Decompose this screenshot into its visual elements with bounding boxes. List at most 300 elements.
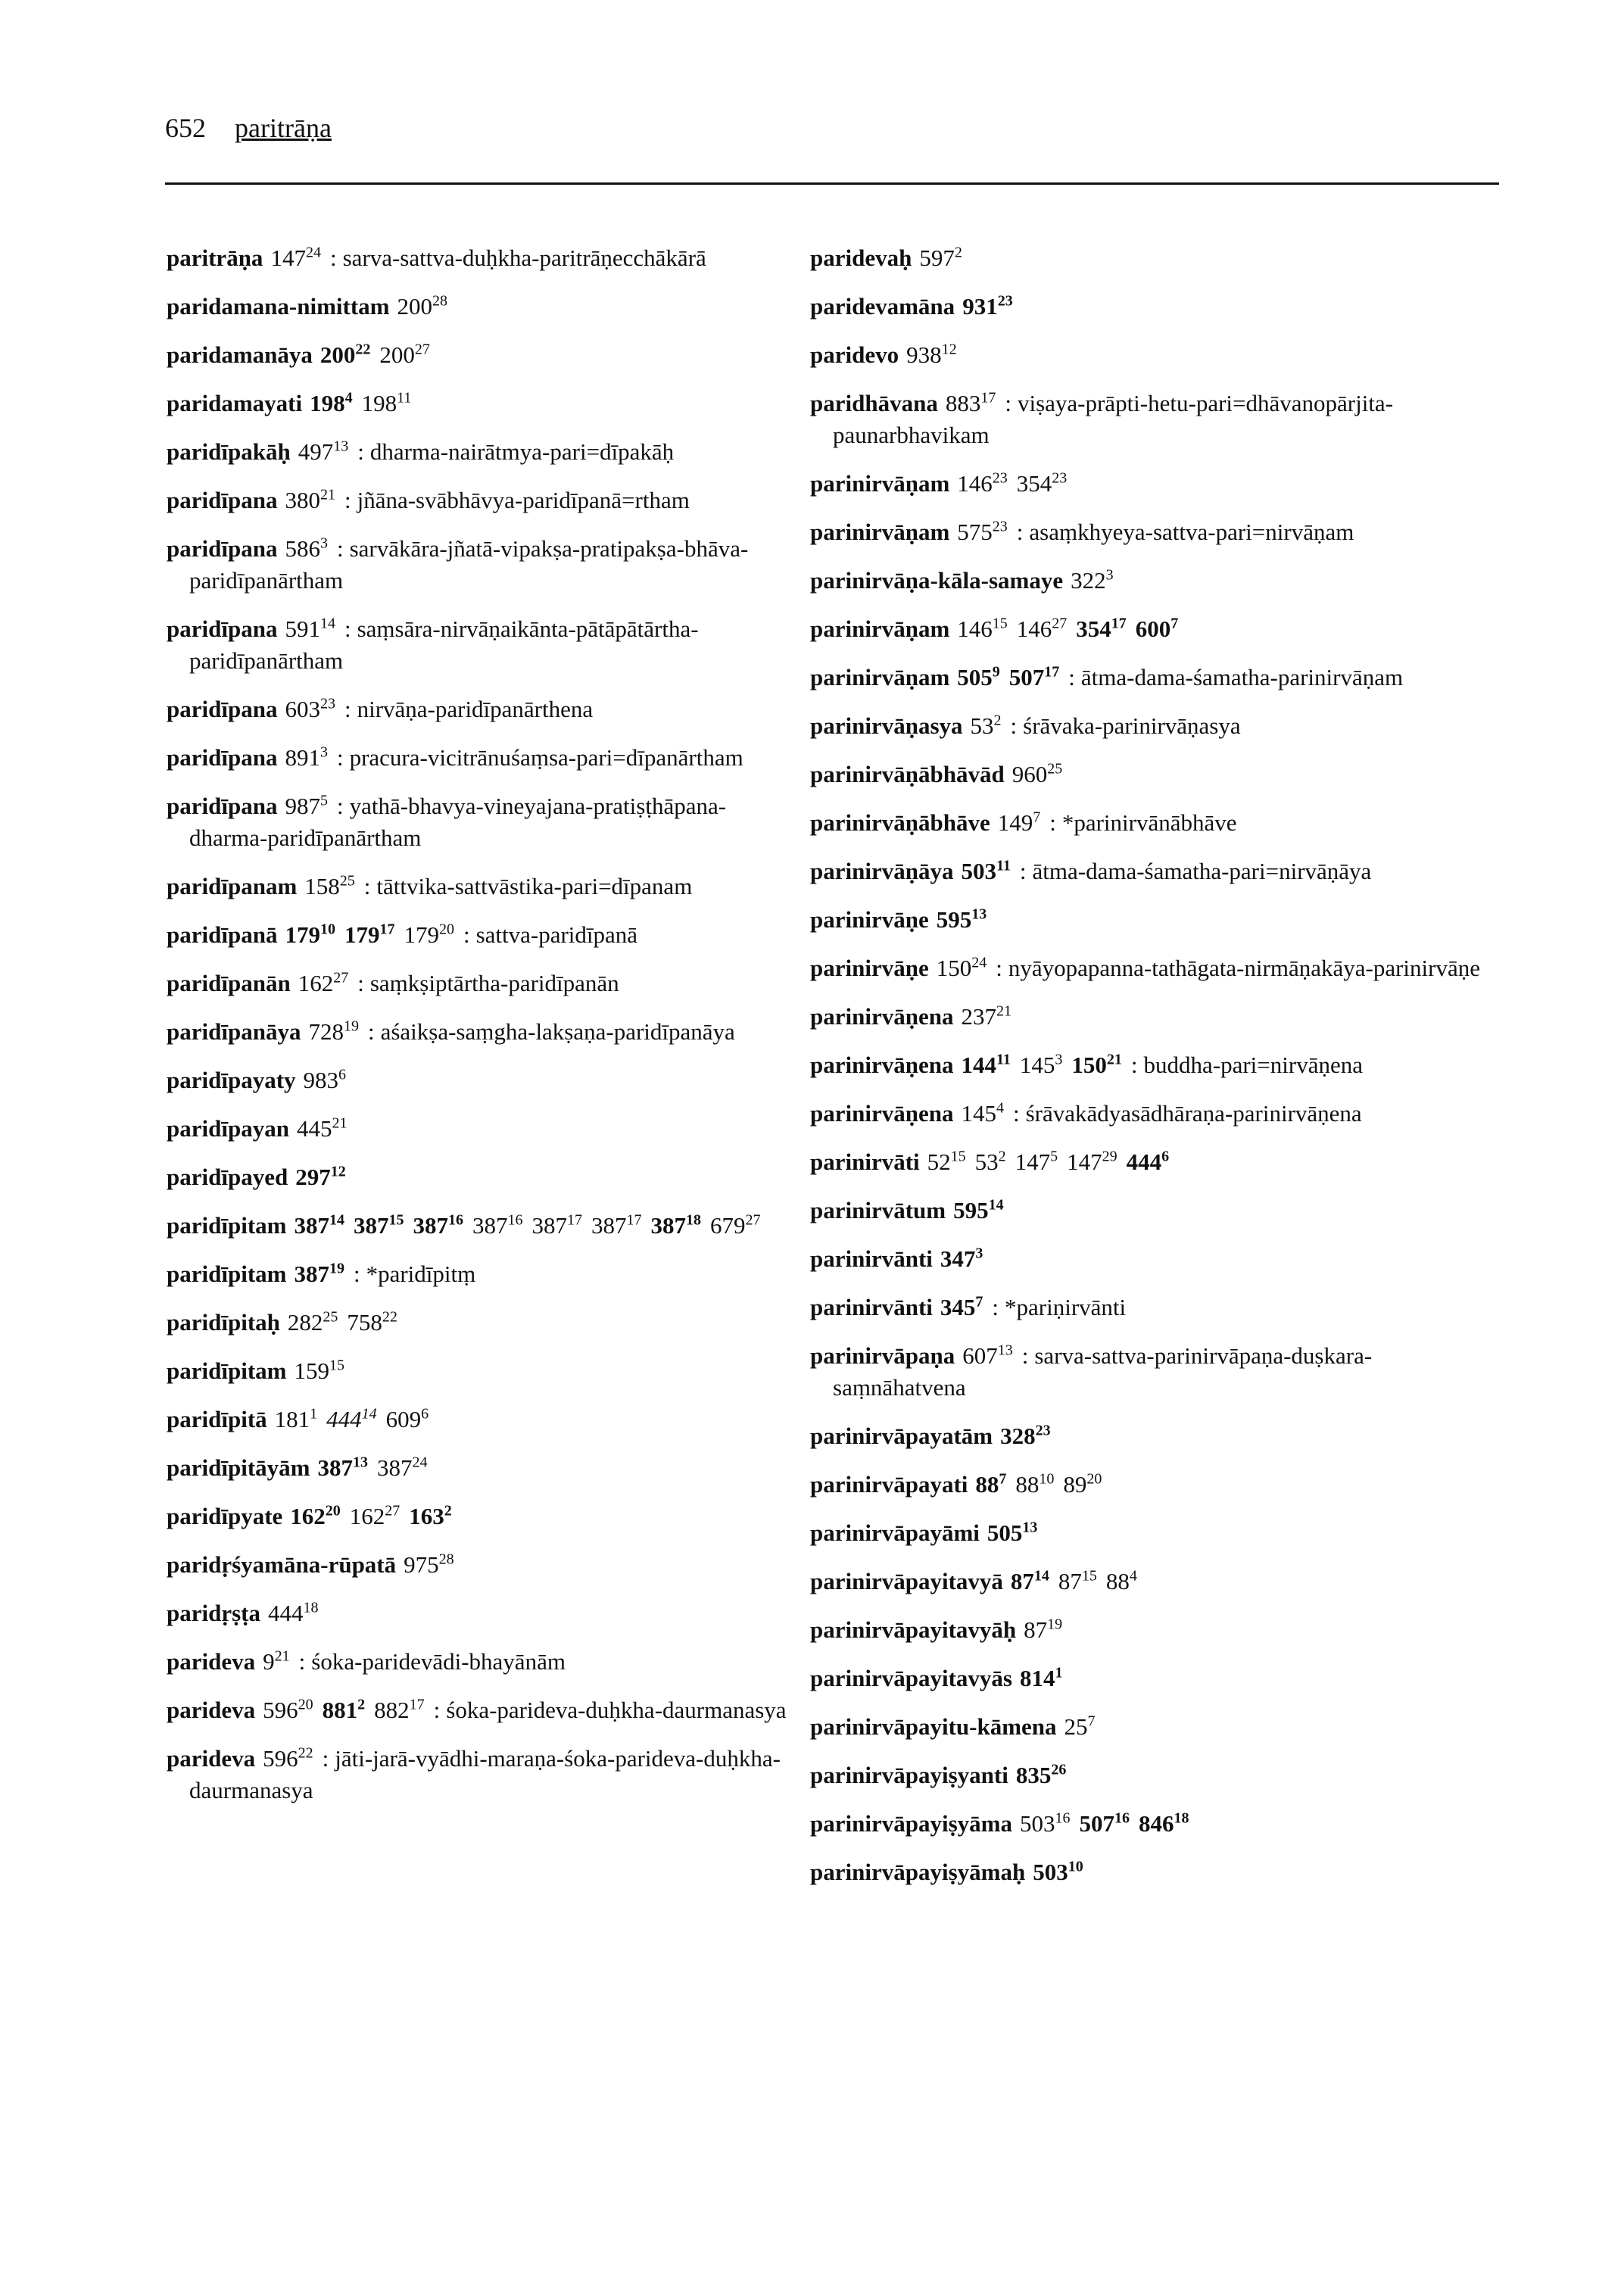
entry-context: saṃsāra-nirvāṇaikānta-pātāpātārtha-paridīpanārtham: [189, 616, 699, 674]
context-separator: :: [336, 793, 344, 819]
reference-line: 23: [1052, 469, 1068, 487]
index-entry: [167, 1549, 787, 1581]
entry-reference: [1058, 1568, 1097, 1594]
index-entry: [167, 742, 787, 774]
entry-lemma: parinirvāpayitu-kāmena: [810, 1713, 1057, 1740]
entry-reference: [1106, 1568, 1137, 1594]
reference-line: 22: [298, 1744, 313, 1762]
index-entry: [810, 516, 1484, 548]
context-separator: :: [336, 744, 344, 771]
entry-context: asaṃkhyeya-sattva-pari=nirvāṇam: [1029, 519, 1354, 545]
reference-page: 149: [997, 809, 1033, 836]
entry-lemma: paridīpana: [167, 793, 278, 819]
reference-line: 6: [1161, 1148, 1170, 1165]
entry-reference: [404, 921, 454, 948]
reference-page: 983: [303, 1067, 339, 1093]
entry-reference: [1012, 761, 1063, 787]
reference-line: 24: [412, 1454, 428, 1471]
context-separator: :: [1021, 1342, 1029, 1369]
context-separator: :: [1005, 390, 1011, 416]
header-rule: [165, 182, 1499, 185]
reference-line: 3: [975, 1245, 983, 1262]
entry-lemma: paridṛṣṭa: [167, 1600, 260, 1626]
reference-line: 10: [320, 921, 335, 938]
reference-line: 19: [1047, 1616, 1063, 1633]
reference-line: 25: [1047, 760, 1063, 778]
entry-lemma: parinirvāṇam: [810, 616, 950, 642]
reference-page: 237: [961, 1003, 996, 1030]
entry-lemma: parinirvāpayati: [810, 1471, 968, 1498]
reference-line: 14: [320, 615, 335, 632]
entry-reference: [946, 390, 996, 416]
entry-reference: [906, 341, 957, 368]
entry-lemma: paridamanāya: [167, 341, 313, 368]
reference-page: 147: [1015, 1149, 1051, 1175]
entry-reference: [971, 712, 1002, 739]
entry-lemma: paridīpanān: [167, 970, 291, 996]
reference-page: 179: [285, 921, 320, 948]
reference-page: 938: [906, 341, 942, 368]
entry-reference: [326, 1406, 377, 1432]
reference-page: 179: [404, 921, 439, 948]
entry-context: ātma-dama-śamatha-pari=nirvāṇāya: [1032, 858, 1372, 884]
reference-line: 22: [355, 341, 371, 358]
reference-page: 146: [957, 616, 993, 642]
entry-reference: [347, 1309, 397, 1336]
reference-line: 6: [338, 1066, 347, 1083]
context-separator: :: [992, 1294, 999, 1320]
index-entry: [810, 388, 1484, 451]
entry-reference: [953, 1197, 1004, 1223]
reference-line: 15: [950, 1148, 966, 1165]
reference-page: 387: [650, 1212, 686, 1239]
entry-reference: [940, 1245, 983, 1272]
context-separator: :: [433, 1697, 441, 1723]
reference-line: 20: [1086, 1470, 1102, 1488]
reference-line: 23: [1035, 1422, 1051, 1439]
entry-lemma: paridevaḥ: [810, 245, 912, 271]
entry-reference: [1071, 1052, 1122, 1078]
entry-lemma: paridīpitā: [167, 1406, 267, 1432]
reference-line: 16: [1114, 1809, 1130, 1827]
entry-context: nirvāṇa-paridīpanārthena: [357, 696, 594, 722]
reference-page: 88: [1105, 1568, 1130, 1594]
reference-page: 960: [1011, 761, 1048, 787]
reference-page: 387: [531, 1212, 567, 1239]
index-entry: [810, 1614, 1484, 1646]
reference-page: 158: [304, 873, 340, 899]
context-separator: :: [1068, 664, 1075, 690]
index-entry: [167, 613, 787, 677]
entry-reference: [294, 1212, 344, 1239]
index-entry: [810, 1759, 1484, 1791]
reference-page: 444: [268, 1600, 304, 1626]
entry-context: *paridīpitṃ: [366, 1261, 476, 1287]
entry-reference: [285, 921, 335, 948]
entry-reference: [1127, 1149, 1170, 1175]
entry-reference: [937, 955, 987, 981]
reference-line: 20: [325, 1502, 341, 1519]
entry-context: buddha-pari=nirvāṇena: [1143, 1052, 1363, 1078]
index-entry: [810, 565, 1484, 597]
entry-context: saṃkṣiptārtha-paridīpanān: [369, 970, 619, 996]
reference-page: 162: [349, 1503, 385, 1529]
reference-line: 7: [975, 1293, 983, 1311]
entry-lemma: paridīpana: [167, 696, 278, 722]
entry-reference: [285, 744, 328, 771]
reference-page: 150: [936, 955, 972, 981]
reference-page: 387: [294, 1261, 329, 1287]
index-entry: [167, 871, 787, 902]
reference-page: 503: [1033, 1859, 1068, 1885]
reference-line: 4: [1129, 1567, 1137, 1585]
entry-lemma: paridīpitam: [167, 1261, 287, 1287]
reference-page: 87: [1010, 1568, 1034, 1594]
entry-lemma: paridīpitam: [167, 1212, 287, 1239]
index-entry: [810, 339, 1484, 371]
reference-line: 7: [999, 1470, 1007, 1488]
index-entry: [810, 468, 1484, 500]
context-separator: :: [357, 970, 364, 996]
reference-line: 9: [992, 663, 1000, 681]
entry-reference: [268, 1600, 319, 1626]
reference-line: 25: [323, 1308, 338, 1326]
entry-reference: [285, 696, 335, 722]
entry-reference: [1033, 1859, 1083, 1885]
index-entry: [167, 919, 787, 951]
page-header: [165, 112, 1498, 144]
index-entry: [810, 1808, 1484, 1840]
entry-lemma: parinirvāṇāya: [810, 858, 954, 884]
entry-lemma: parinirvāpayāmi: [810, 1519, 980, 1546]
reference-page: 53: [970, 712, 994, 739]
entry-lemma: parinirvānti: [810, 1294, 933, 1320]
entry-reference: [927, 1149, 966, 1175]
entry-lemma: paridamana-nimittam: [167, 293, 390, 319]
entry-reference: [379, 341, 430, 368]
running-title: paritrāṇa: [235, 113, 332, 143]
index-entry: [167, 1113, 787, 1145]
context-separator: :: [1130, 1052, 1138, 1078]
entry-context: śrāvaka-parinirvāṇasya: [1023, 712, 1241, 739]
reference-page: 9: [263, 1648, 275, 1675]
index-entry: [810, 1146, 1484, 1178]
reference-page: 328: [1000, 1423, 1036, 1449]
reference-line: 10: [1039, 1470, 1055, 1488]
reference-page: 179: [344, 921, 380, 948]
reference-line: 1: [310, 1405, 318, 1423]
entry-reference: [362, 390, 412, 416]
index-entry: [167, 291, 787, 323]
reference-line: 16: [507, 1211, 523, 1229]
reference-page: 347: [940, 1245, 976, 1272]
entry-lemma: paridīpitam: [167, 1357, 287, 1384]
entry-reference: [397, 293, 448, 319]
reference-page: 53: [974, 1149, 999, 1175]
entry-reference: [710, 1212, 761, 1239]
index-entry: [810, 1243, 1484, 1275]
reference-page: 387: [591, 1212, 627, 1239]
entry-reference: [350, 1503, 401, 1529]
context-separator: :: [322, 1745, 329, 1772]
entry-context: jñāna-svābhāvya-paridīpanā=rtham: [357, 487, 690, 513]
reference-page: 25: [1064, 1713, 1088, 1740]
entry-reference: [263, 1648, 290, 1675]
context-separator: :: [363, 873, 371, 899]
context-separator: :: [336, 535, 344, 562]
reference-page: 575: [957, 519, 993, 545]
reference-line: 5: [320, 792, 328, 809]
reference-page: 931: [962, 293, 998, 319]
reference-page: 987: [285, 793, 320, 819]
reference-line: 11: [996, 857, 1011, 874]
reference-line: 23: [992, 518, 1008, 535]
reference-page: 380: [285, 487, 320, 513]
reference-line: 23: [320, 695, 335, 712]
entry-lemma: paridhāvana: [810, 390, 938, 416]
entry-reference: [919, 245, 962, 271]
reference-page: 200: [397, 293, 432, 319]
entry-lemma: parinirvāpayitavyās: [810, 1665, 1012, 1691]
reference-page: 159: [294, 1357, 329, 1384]
reference-line: 23: [992, 469, 1008, 487]
reference-line: 28: [432, 292, 447, 310]
entry-context: sarva-sattva-parinirvāpaṇa-duṣkara-saṃnāhatvena: [833, 1342, 1373, 1401]
reference-page: 445: [296, 1115, 332, 1142]
reference-page: 387: [376, 1454, 413, 1481]
reference-page: 596: [263, 1697, 298, 1723]
entry-reference: [317, 1454, 368, 1481]
entry-reference: [285, 793, 328, 819]
entry-lemma: parinirvāṇam: [810, 519, 950, 545]
reference-line: 24: [305, 244, 321, 261]
reference-line: 16: [447, 1211, 463, 1229]
index-entry: [167, 1404, 787, 1435]
index-entry: [810, 759, 1484, 790]
context-separator: :: [353, 1261, 360, 1287]
reference-line: 10: [1068, 1858, 1083, 1875]
reference-line: 5: [1050, 1148, 1058, 1165]
entry-reference: [961, 1052, 1010, 1078]
entry-reference: [940, 1294, 983, 1320]
index-entry: [810, 1001, 1484, 1033]
reference-page: 503: [1019, 1810, 1055, 1837]
context-separator: :: [298, 1648, 306, 1675]
context-separator: :: [344, 616, 351, 642]
reference-page: 505: [957, 664, 993, 690]
entry-reference: [1024, 1616, 1062, 1643]
entry-context: yathā-bhavya-vineyajana-pratiṣṭhāpana-dharma-paridīpanārtham: [189, 793, 727, 851]
entry-lemma: parinirvāṇena: [810, 1003, 954, 1030]
index-entry: [810, 291, 1484, 323]
reference-line: 14: [329, 1211, 344, 1229]
index-entry: [810, 904, 1484, 936]
reference-page: 882: [374, 1697, 410, 1723]
reference-line: 17: [626, 1211, 642, 1229]
reference-line: 3: [1055, 1051, 1063, 1068]
entry-lemma: paridīpana: [167, 535, 278, 562]
entry-reference: [386, 1406, 429, 1432]
entry-reference: [374, 1697, 425, 1723]
entry-context: sarva-sattva-duḥkha-paritrāṇecchākārā: [342, 245, 706, 271]
reference-page: 282: [287, 1309, 323, 1336]
entry-reference: [1064, 1713, 1096, 1740]
reference-page: 88: [1015, 1471, 1040, 1498]
index-entry: [167, 1694, 787, 1726]
reference-page: 507: [1079, 1810, 1114, 1837]
index-entry: [167, 436, 787, 468]
entry-reference: [413, 1212, 463, 1239]
reference-page: 146: [957, 470, 993, 497]
entry-lemma: paridīpayed: [167, 1164, 288, 1190]
reference-line: 15: [992, 615, 1008, 632]
reference-line: 2: [998, 1148, 1006, 1165]
entry-reference: [1136, 616, 1179, 642]
entry-context: sarvākāra-jñatā-vipakṣa-pratipakṣa-bhāva-paridīpanārtham: [189, 535, 749, 594]
entry-reference: [975, 1471, 1006, 1498]
reference-page: 387: [294, 1212, 329, 1239]
reference-page: 87: [1024, 1616, 1048, 1643]
reference-line: 13: [971, 905, 987, 923]
reference-page: 198: [310, 390, 345, 416]
entry-lemma: paridevamāna: [810, 293, 955, 319]
reference-line: 1: [1055, 1664, 1063, 1682]
entry-lemma: paridīpana: [167, 616, 278, 642]
reference-line: 7: [1033, 809, 1041, 826]
reference-line: 27: [333, 969, 349, 986]
reference-page: 87: [1058, 1568, 1082, 1594]
page-number: 652: [165, 113, 206, 143]
reference-line: 27: [745, 1211, 761, 1229]
entry-reference: [304, 873, 355, 899]
index-entry: [810, 613, 1484, 645]
entry-lemma: parinirvātum: [810, 1197, 946, 1223]
entry-reference: [294, 1261, 344, 1287]
entry-lemma: parideva: [167, 1648, 256, 1675]
reference-page: 322: [1071, 567, 1106, 594]
entry-reference: [937, 906, 987, 933]
index-entry: [810, 1292, 1484, 1323]
entry-context: *pariṇirvānti: [1005, 1294, 1127, 1320]
reference-page: 181: [274, 1406, 310, 1432]
entry-lemma: paridevo: [810, 341, 899, 368]
context-separator: :: [1010, 712, 1018, 739]
reference-page: 586: [285, 535, 320, 562]
reference-page: 881: [322, 1697, 358, 1723]
entry-context: ātma-dama-śamatha-parinirvāṇam: [1080, 664, 1404, 690]
entry-reference: [962, 1342, 1013, 1369]
entry-reference: [304, 1067, 347, 1093]
entry-reference: [957, 616, 1008, 642]
reference-page: 354: [1076, 616, 1111, 642]
reference-line: 21: [332, 1114, 348, 1132]
reference-line: 11: [397, 389, 412, 407]
reference-line: 21: [320, 486, 335, 503]
reference-line: 15: [329, 1357, 344, 1374]
reference-line: 14: [361, 1405, 377, 1423]
reference-line: 27: [414, 341, 430, 358]
reference-line: 2: [357, 1696, 366, 1713]
entry-reference: [310, 390, 353, 416]
entry-reference: [298, 438, 349, 465]
entry-reference: [285, 487, 335, 513]
reference-page: 387: [317, 1454, 353, 1481]
entry-reference: [294, 1357, 344, 1384]
context-separator: :: [344, 696, 351, 722]
entry-lemma: paridamayati: [167, 390, 303, 416]
index-entry: [167, 388, 787, 419]
entry-reference: [285, 616, 335, 642]
entry-lemma: parideva: [167, 1745, 256, 1772]
reference-line: 28: [438, 1551, 454, 1568]
reference-page: 595: [936, 906, 972, 933]
entry-reference: [344, 921, 395, 948]
reference-page: 387: [413, 1212, 448, 1239]
context-separator: :: [1019, 858, 1027, 884]
index-entry: [810, 1856, 1484, 1888]
reference-page: 603: [285, 696, 320, 722]
index-entry: [810, 952, 1484, 984]
entry-reference: [285, 535, 328, 562]
entry-lemma: paridīpayan: [167, 1115, 289, 1142]
reference-line: 29: [1102, 1148, 1117, 1165]
reference-line: 3: [1105, 566, 1114, 584]
reference-line: 26: [1051, 1761, 1067, 1778]
right-column: [810, 242, 1484, 1905]
reference-line: 17: [379, 921, 395, 938]
reference-page: 609: [385, 1406, 422, 1432]
entry-reference: [377, 1454, 428, 1481]
reference-page: 600: [1135, 616, 1171, 642]
entry-lemma: parinirvāṇe: [810, 955, 929, 981]
entry-reference: [1011, 1568, 1049, 1594]
index-entry: [167, 790, 787, 854]
entry-reference: [650, 1212, 701, 1239]
reference-line: 20: [298, 1696, 313, 1713]
entry-lemma: parinirvāpayiṣyāma: [810, 1810, 1012, 1837]
index-entry: [810, 1663, 1484, 1694]
reference-line: 27: [385, 1502, 401, 1519]
reference-line: 25: [339, 872, 355, 890]
index-entry: [810, 807, 1484, 839]
reference-line: 23: [997, 292, 1013, 310]
entry-reference: [998, 809, 1041, 836]
reference-line: 27: [1052, 615, 1068, 632]
reference-line: 2: [954, 244, 962, 261]
entry-reference: [354, 1212, 404, 1239]
entry-lemma: paridīpayaty: [167, 1067, 296, 1093]
entry-lemma: parinirvānti: [810, 1245, 933, 1272]
index-entry: [167, 533, 787, 597]
entry-reference: [263, 1745, 313, 1772]
entry-lemma: paridṛśyamāna-rūpatā: [167, 1551, 397, 1578]
entry-lemma: paritrāṇa: [167, 245, 263, 271]
entry-reference: [270, 245, 321, 271]
entry-context: *parinirvānābhāve: [1061, 809, 1237, 836]
reference-line: 11: [996, 1051, 1011, 1068]
reference-page: 591: [285, 616, 320, 642]
index-entry: [810, 1195, 1484, 1226]
reference-page: 497: [298, 438, 334, 465]
index-entry: [167, 1307, 787, 1339]
index-entry: [167, 1743, 787, 1806]
reference-page: 597: [919, 245, 955, 271]
index-entry: [167, 339, 787, 371]
context-separator: :: [1049, 809, 1056, 836]
reference-line: 19: [329, 1260, 344, 1277]
entry-lemma: paridīpitaḥ: [167, 1309, 280, 1336]
reference-line: 13: [997, 1342, 1013, 1359]
